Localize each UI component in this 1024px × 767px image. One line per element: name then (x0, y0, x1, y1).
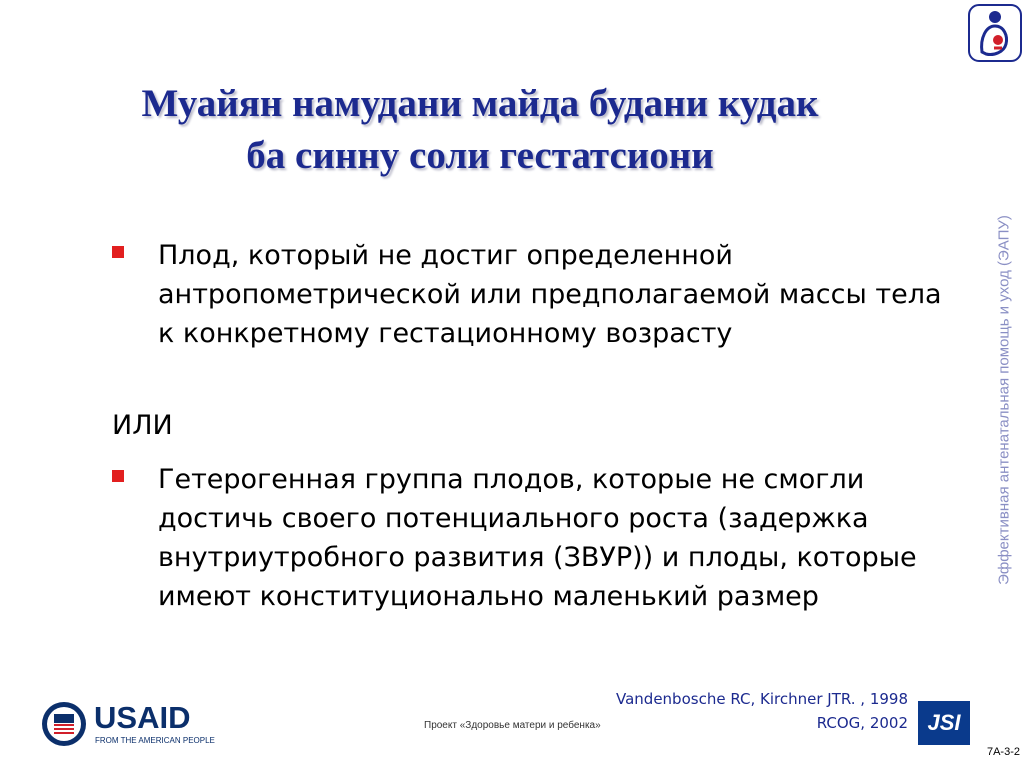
title-line-2: ба синну соли гестатсиони (246, 134, 714, 177)
title-line-1: Муайян намудани майда будани кудак (141, 82, 819, 125)
bullet-square-icon (112, 246, 124, 258)
citation: Vandenbosche RC, Kirchner JTR. , 1998 (616, 690, 908, 708)
bullet-text: Гетерогенная группа плодов, которые не смогли достичь своего потенциального роста (задержка внутриутробного развития (ЗВУР)) и плоды, которые имеют конституционально маленький размер (158, 464, 917, 612)
bullet-item (112, 460, 942, 616)
side-caption: Эффективная антенатальная помощь и уход (ЭАПУ) (995, 215, 1013, 585)
slide-number: 7A-3-2 (986, 746, 1020, 758)
slide-title (100, 78, 860, 182)
project-caption: Проект «Здоровье матери и ребенка» (424, 720, 601, 731)
citation: RCOG, 2002 (816, 714, 908, 732)
usaid-seal-icon (40, 700, 88, 748)
jsi-logo (918, 701, 970, 745)
or-separator: ИЛИ (112, 410, 173, 441)
mother-child-logo-icon (968, 4, 1022, 62)
bullet-item (112, 236, 942, 353)
bullet-text: Плод, который не достиг определенной антропометрической или предполагаемой массы тела к конкретному гестационному возрасту (158, 240, 942, 349)
usaid-subtitle: FROM THE AMERICAN PEOPLE (95, 736, 215, 745)
usaid-wordmark: USAID (94, 700, 191, 735)
bullet-square-icon (112, 470, 124, 482)
jsi-wordmark: JSI (927, 710, 961, 735)
